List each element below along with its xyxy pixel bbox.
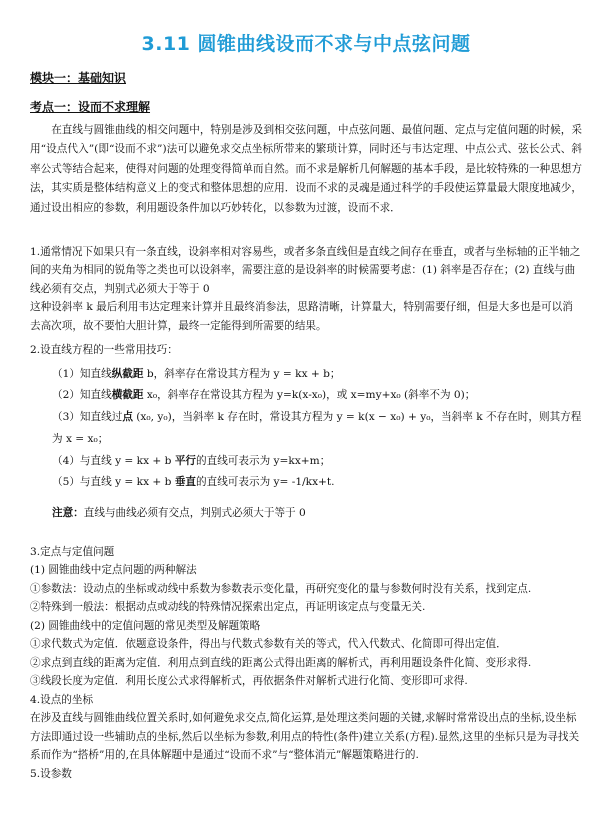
section-5-heading: 5.设参数	[30, 767, 72, 780]
section-3-item: ①参数法：设动点的坐标或动线中系数为参数表示变化量，再研究变化的量与参数何时没有关系，找到定点.	[30, 582, 532, 595]
module-heading: 模块一：基础知识	[30, 71, 127, 86]
section-1-text-b: 这种设斜率 k 最后利用韦达定理来计算并且最终消参法，思路清晰，计算量大，特别需要仔细，但是大多也是可以消去高次项，故不要怕大胆计算，最终一定能得到所需要的结果。	[30, 301, 573, 332]
section-3-item: ②求点到直线的距离为定值．利用点到直线的距离公式得出距离的解析式，再利用题设条件化简、变形求得.	[30, 656, 532, 669]
technique-item: （2）知直线横截距 x₀，斜率存在常设其方程为 y=k(x-x₀)，或 x=my+x₀ (斜率不为 0)；	[52, 389, 476, 402]
technique-item: （3）知直线过点 (x₀, y₀)，当斜率 k 存在时，常设其方程为 y = k(x − x₀) + y₀，当斜率 k 不存在时，则其方程为 x = x₀；	[52, 411, 582, 445]
section-1	[30, 243, 582, 336]
technique-item: （4）与直线 y = kx + b 平行的直线可表示为 y=kx+m；	[52, 454, 331, 467]
note	[30, 504, 582, 523]
technique-list	[30, 364, 582, 494]
section-3	[30, 543, 582, 784]
section-3-sub-1: (1) 圆锥曲线中定点问题的两种解法	[30, 564, 197, 577]
point-heading: 考点一：设而不求理解	[30, 100, 151, 115]
technique-item: （5）与直线 y = kx + b 垂直的直线可表示为 y= -1/kx+t.	[52, 476, 335, 489]
section-4-heading: 4.设点的坐标	[30, 693, 94, 706]
note-text: 直线与曲线必须有交点，判别式必须大于等于 0	[83, 507, 306, 519]
technique-item: （1）知直线纵截距 b，斜率存在常设其方程为 y = kx + b；	[52, 367, 341, 380]
note-label: 注意：	[52, 507, 84, 519]
section-3-heading: 3.定点与定值问题	[30, 545, 115, 558]
section-3-item: ②特殊到一般法：根据动点或动线的特殊情况探索出定点，再证明该定点与变量无关.	[30, 601, 426, 614]
section-3-item: ①求代数式为定值．依题意设条件，得出与代数式参数有关的等式，代入代数式、化简即可得出定值．	[30, 638, 507, 651]
intro-paragraph: 在直线与圆锥曲线的相交问题中，特别是涉及到相交弦问题，中点弦问题、最值问题、定点与定值问题的时候，采用“设点代入”(即“设而不求”)法可以避免求交点坐标所带来的繁琐计算，同时还与韦达定理、中点公式、弦长公式、斜率公式等结合起来，使得对问题的处理变得简单而自然。而不求是解析几何解题的基本手段，是比较特殊的一种思想方法，其实质是整体结构意义上的变式和整体思想的应用．设而不求的灵魂是通过科学的手段使运算量最大限度地减少，通过设出相应的参数，利用题设条件加以巧妙转化，以参数为过渡，设而不求．	[30, 123, 582, 214]
page-title: 3.11 圆锥曲线设而不求与中点弦问题	[141, 33, 471, 55]
section-1-text: 1.通常情况下如果只有一条直线，设斜率相对容易些，或者多条直线但是直线之间存在垂直，或者与坐标轴的正半轴之间的夹角为相同的锐角等之类也可以设斜率，需要注意的是设斜率的时候需要考虑：(1) 斜率是否存在；(2) 直线与曲线必须有交点，判别式必须大于等于 0	[30, 245, 581, 295]
section-2-heading: 2.设直线方程的一些常用技巧：	[30, 344, 178, 357]
section-3-item: ③线段长度为定值．利用长度公式求得解析式，再依据条件对解析式进行化简、变形即可求得.	[30, 675, 468, 688]
document-page	[30, 0, 582, 783]
section-2	[30, 341, 582, 522]
section-4-text: 在涉及直线与圆锥曲线位置关系时,如何避免求交点,简化运算,是处理这类问题的关键,求解时常常设出点的坐标,设坐标方法即通过设一些辅助点的坐标,然后以坐标为参数,利用点的特性(条件)建立关系(方程).显然,这里的坐标只是为寻找关系而作为“搭桥”用的,在具体解题中是通过“设而不求”与“整体消元”解题策略进行的.	[30, 712, 580, 762]
section-3-sub-2: (2) 圆锥曲线中的定值问题的常见类型及解题策略	[30, 619, 261, 632]
